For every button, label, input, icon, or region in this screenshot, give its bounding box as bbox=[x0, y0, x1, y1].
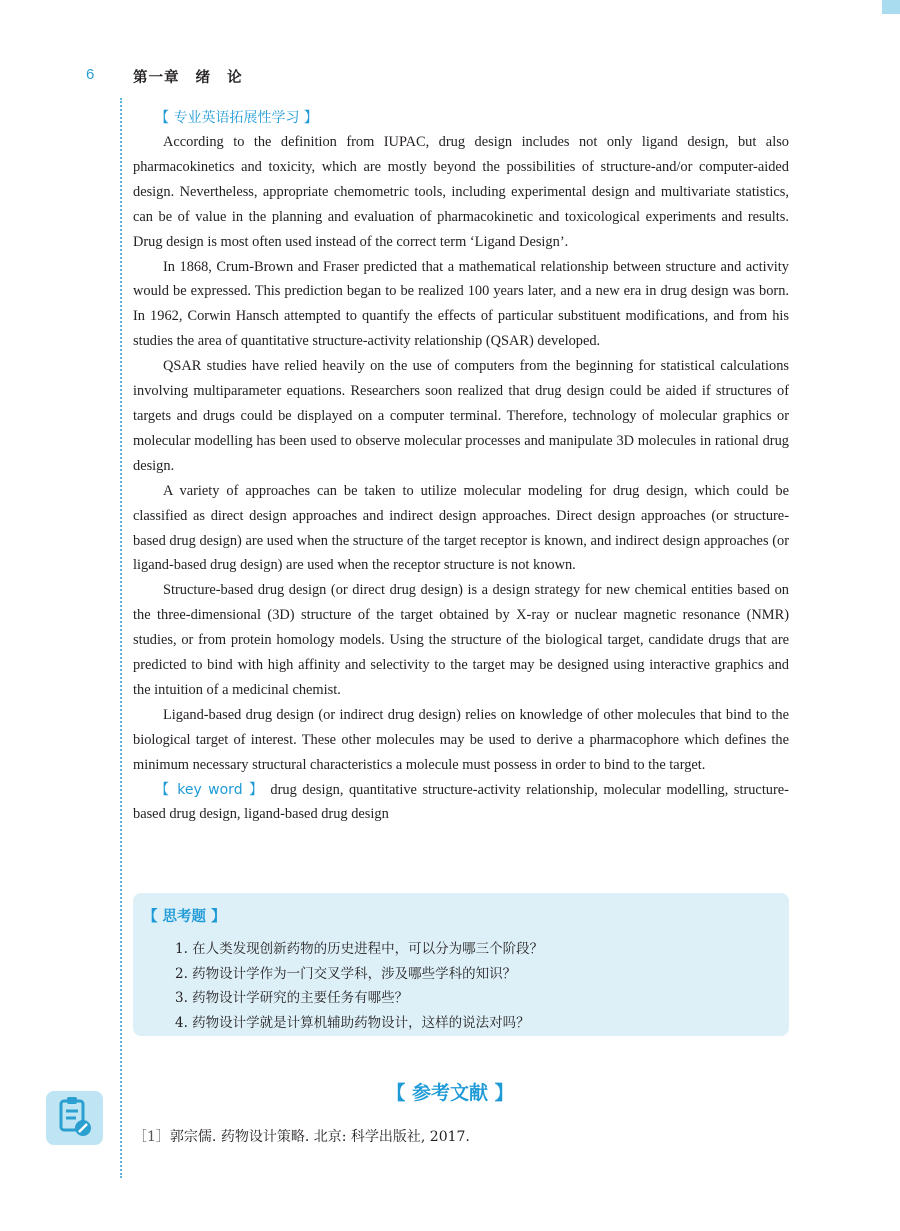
reference-item bbox=[133, 1126, 470, 1146]
questions-title: 【 思考题 】 bbox=[143, 909, 226, 925]
paragraph-1: According to the definition from IUPAC, drug design includes not only ligand design, but also pharmacokinetics and toxicity, which are mostly beyond the possibilities of structure-and/or computer-aided design. Nevertheless, appropriate chemometric tools, including experimental design and multivariate statistics, can be of value in the planning and evaluation of pharmacokinetic and toxicological experiments and results. Drug design is most often used instead of the correct term ‘Ligand Design’. bbox=[133, 134, 789, 250]
question-item: 3. 药物设计学研究的主要任务有哪些？ bbox=[175, 990, 409, 1006]
paragraph-4: A variety of approaches can be taken to utilize molecular modeling for drug design, which could be classified as direct design approaches and indirect design approaches. Direct design approaches (or structure-based drug design) are used when the structure of the target receptor is known, and indirect design approaches (or ligand-based drug design) are used when the receptor structure is not known. bbox=[133, 482, 789, 574]
keyword-paragraph bbox=[133, 778, 789, 828]
page-number: 6 bbox=[86, 66, 95, 83]
references-title: 【 参考文献 】 bbox=[386, 1082, 514, 1104]
question-item: 1. 在人类发现创新药物的历史进程中，可以分为哪三个阶段？ bbox=[175, 941, 544, 957]
keyword-list: drug design, quantitative structure-activity relationship, molecular modelling, structure-based drug design, ligand-based drug design bbox=[133, 781, 789, 823]
section-heading: 【 专业英语拓展性学习 】 bbox=[155, 110, 318, 126]
questions-box bbox=[133, 893, 789, 1036]
margin-dotted-rule bbox=[120, 98, 122, 1178]
chapter-title: 第一章 绪 论 bbox=[133, 70, 243, 86]
corner-tab bbox=[882, 0, 900, 14]
paragraph-5: Structure-based drug design (or direct drug design) is a design strategy for new chemical entities based on the three-dimensional (3D) structure of the target obtained by X-ray or nuclear magnetic resonance (NMR) studies, or from protein homology models. Using the structure of the biological target, candidate drugs that are predicted to bind with high affinity and selectivity to the target may be designed using interactive graphics and the intuition of a medicinal chemist. bbox=[133, 582, 789, 698]
reference-number: ［1］ bbox=[133, 1129, 170, 1145]
paragraph-6: Ligand-based drug design (or indirect drug design) relies on knowledge of other molecules that bind to the biological target of interest. These other molecules may be used to derive a pharmacophore which defines the minimum necessary structural characteristics a molecule must possess in order to bind to the target. bbox=[133, 706, 789, 773]
notes-clipboard-icon bbox=[46, 1091, 103, 1145]
keyword-label: 【 key word 】 bbox=[155, 781, 265, 798]
paragraph-3: QSAR studies have relied heavily on the use of computers from the beginning for statistical calculations involving multiparameter equations. Researchers soon realized that drug design could be aided if structures of targets and drugs could be displayed on a computer terminal. Therefore, technology of molecular graphics or molecular modelling has been used to observe molecular processes and manipulate 3D molecules in rational drug design. bbox=[133, 358, 789, 474]
reference-text: 郭宗儒. 药物设计策略. 北京: 科学出版社, 2017. bbox=[169, 1129, 470, 1145]
question-item: 2. 药物设计学作为一门交叉学科，涉及哪些学科的知识？ bbox=[175, 965, 517, 982]
questions-list bbox=[175, 937, 543, 1035]
paragraph-2: In 1868, Crum-Brown and Fraser predicted that a mathematical relationship between structure and activity would be expressed. This prediction began to be realized 100 years later, and a new era in drug design was born. In 1962, Corwin Hansch attempted to quantify the effects of particular substituent modifications, and from his studies the area of quantitative structure-activity relationship (QSAR) developed. bbox=[133, 258, 789, 350]
question-item: 4. 药物设计学就是计算机辅助药物设计，这样的说法对吗？ bbox=[175, 1014, 530, 1031]
english-section bbox=[133, 106, 789, 827]
